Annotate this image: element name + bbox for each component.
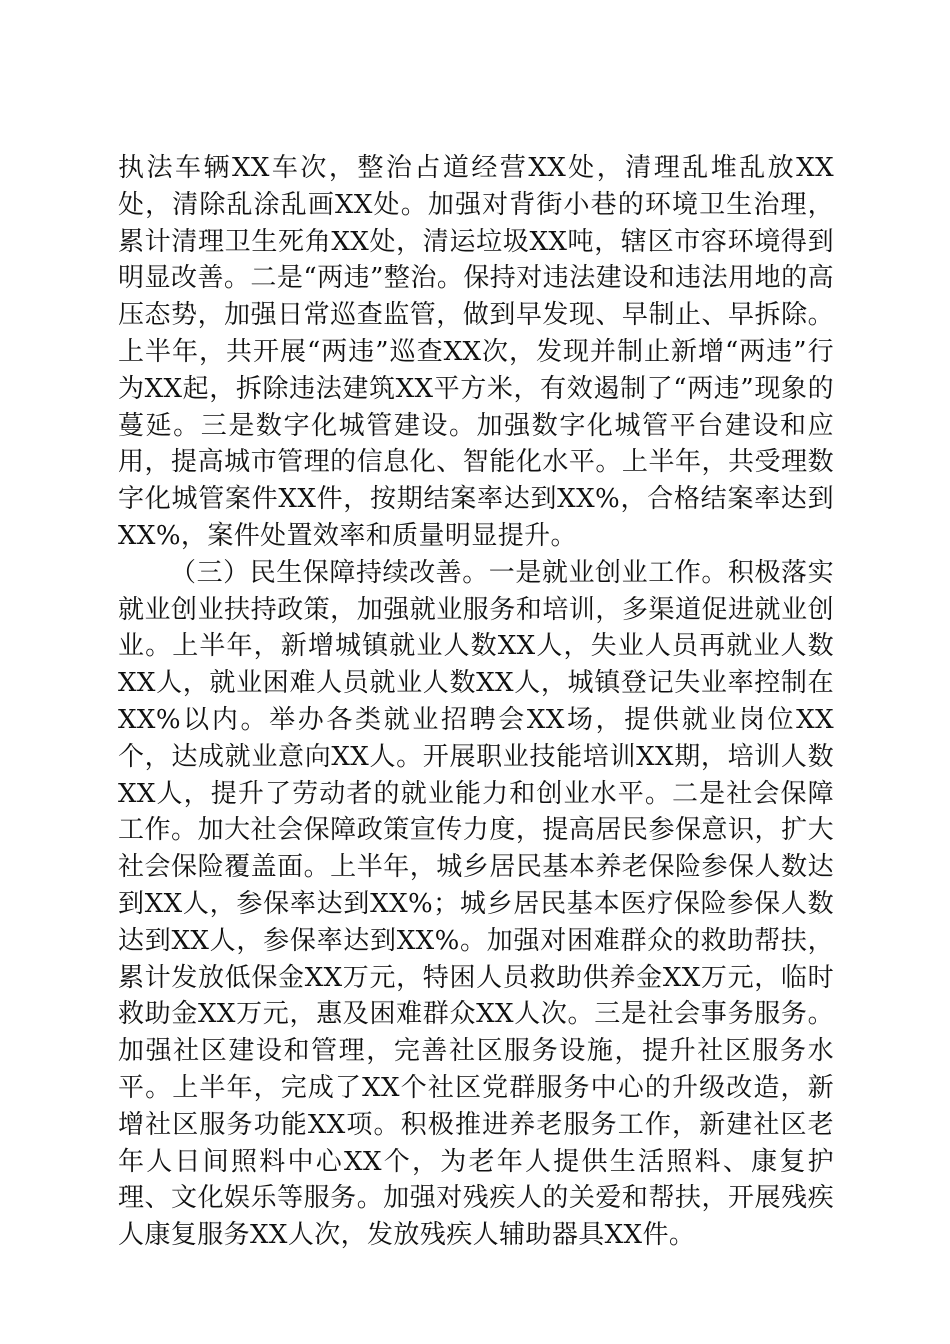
paragraph-livelihood-security: （三）民生保障持续改善。一是就业创业工作。积极落实就业创业扶持政策，加强就业服务和培训，多渠道促进就业创业。上半年，新增城镇就业人数XX人，失业人员再就业人数XX人，就业困难人员就业人数XX人，城镇登记失业率控制在XX%以内。举办各类就业招聘会XX场，提供就业岗位XX个，达成就业意向XX人。开展职业技能培训XX期，培训人数XX人，提升了劳动者的就业能力和创业水平。二是社会保障工作。加大社会保障政策宣传力度，提高居民参保意识，扩大社会保险覆盖面。上半年，城乡居民基本养老保险参保人数达到XX人，参保率达到XX%；城乡居民基本医疗保险参保人数达到XX人，参保率达到XX%。加强对困难群众的救助帮扶，累计发放低保金XX万元，特困人员救助供养金XX万元，临时救助金XX万元，惠及困难群众XX人次。三是社会事务服务。加强社区建设和管理，完善社区服务设施，提升社区服务水平。上半年，完成了XX个社区党群服务中心的升级改造，新增社区服务功能XX项。积极推进养老服务工作，新建社区老年人日间照料中心XX个，为老年人提供生活照料、康复护理、文化娱乐等服务。加强对残疾人的关爱和帮扶，开展残疾人康复服务XX人次，发放残疾人辅助器具XX件。	[118, 557, 834, 1251]
paragraph-urban-management-continued: 执法车辆XX车次，整治占道经营XX处，清理乱堆乱放XX处，清除乱涂乱画XX处。加强对背街小巷的环境卫生治理，累计清理卫生死角XX处，清运垃圾XX吨，辖区市容环境得到明显改善。二是“两违”整治。保持对违法建设和违法用地的高压态势，加强日常巡查监管，做到早发现、早制止、早拆除。上半年，共开展“两违”巡查XX次，发现并制止新增“两违”行为XX起，拆除违法建筑XX平方米，有效遏制了“两违”现象的蔓延。三是数字化城管建设。加强数字化城管平台建设和应用，提高城市管理的信息化、智能化水平。上半年，共受理数字化城管案件XX件，按期结案率达到XX%，合格结案率达到XX%，案件处置效率和质量明显提升。	[118, 153, 834, 551]
document-body	[118, 150, 834, 1254]
